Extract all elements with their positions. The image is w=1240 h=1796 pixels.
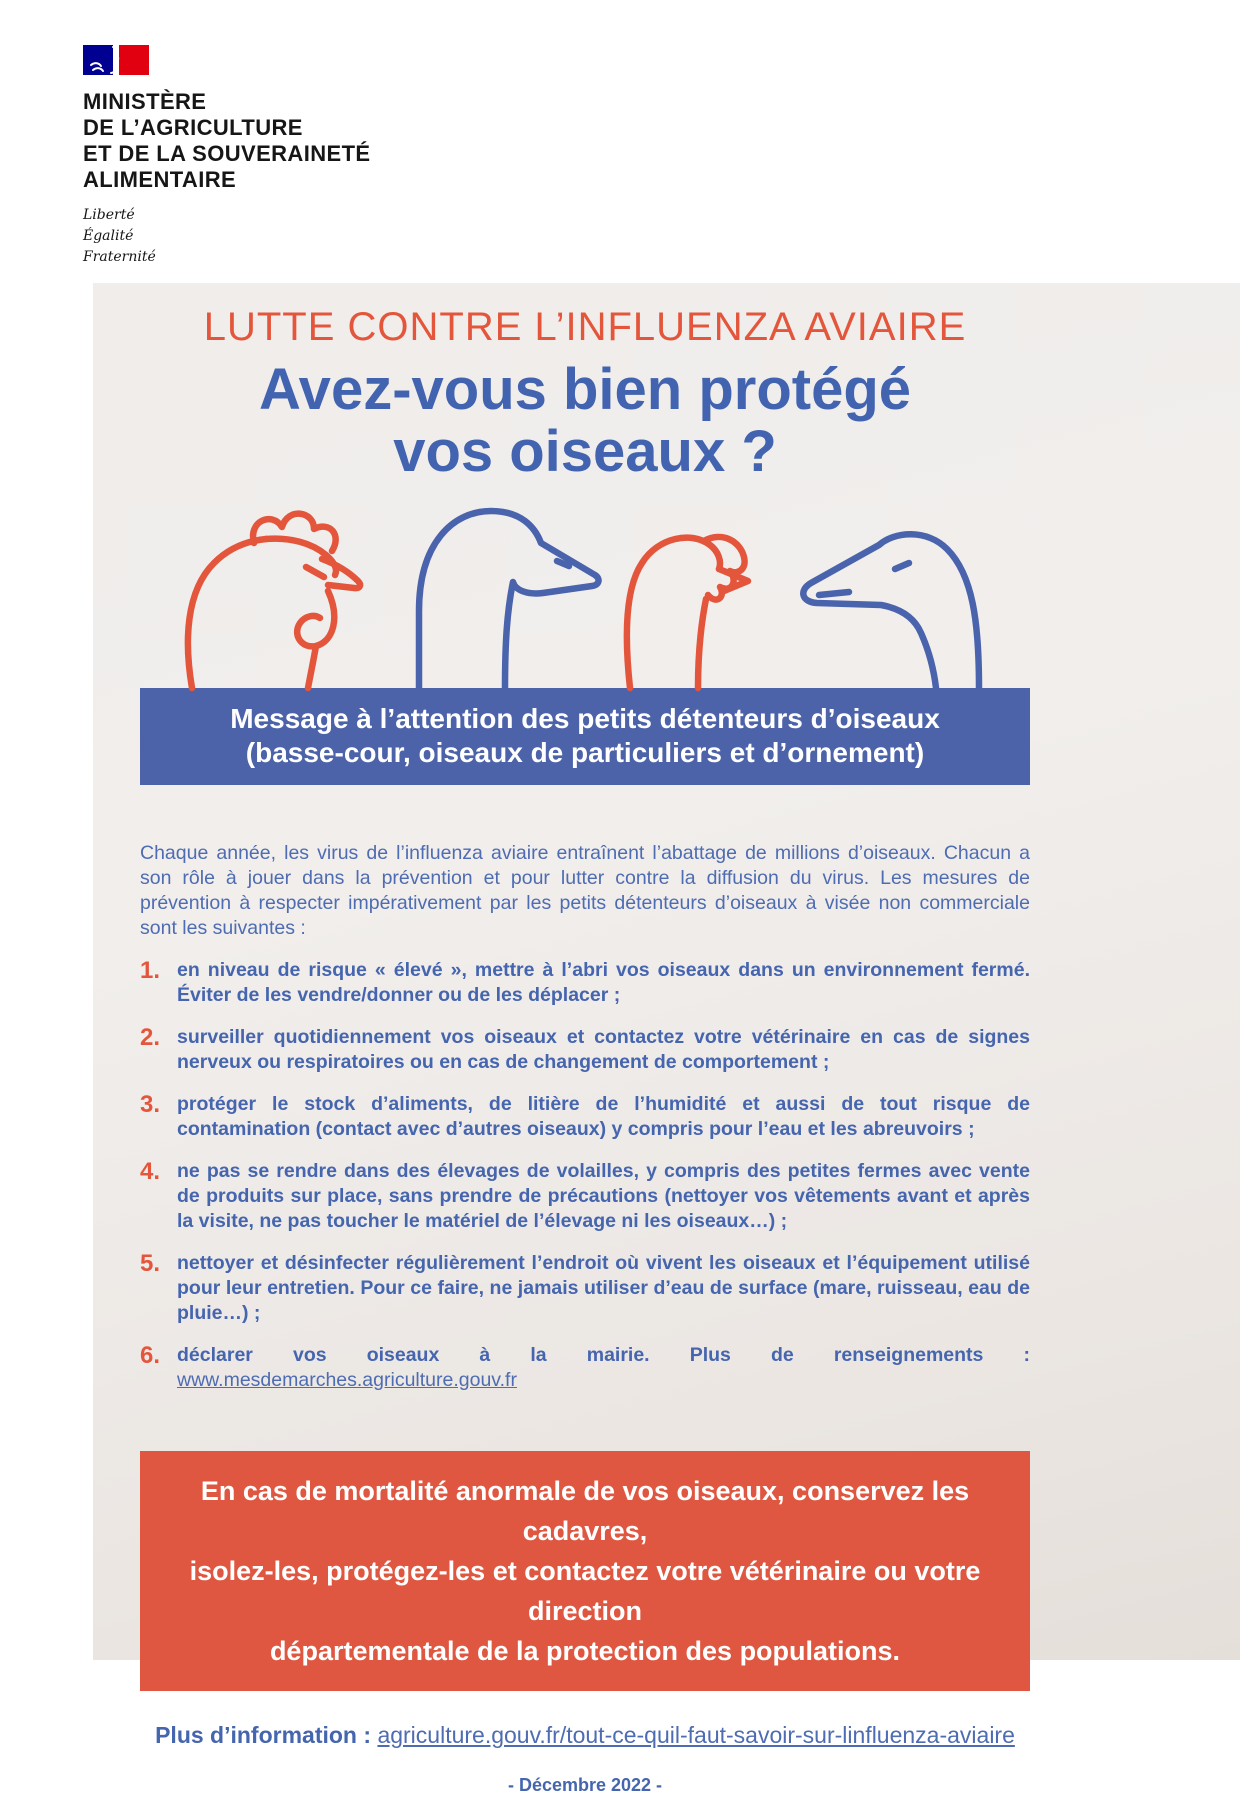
list-item-number: 6. <box>140 1342 161 1369</box>
republic-motto <box>83 205 371 268</box>
title-line-1: Avez-vous bien protégé <box>258 357 912 422</box>
list-item-text: surveiller quotidiennement vos oiseaux et contactez votre vétérinaire en cas de signes nerveux ou respiratoires ou en cas de changement de comportement ; <box>177 1026 1030 1073</box>
list-item <box>140 1092 1030 1142</box>
hen-icon <box>170 483 375 688</box>
list-item-text: en niveau de risque « élevé », mettre à l’abri vos oiseaux dans un environnement fermé. Éviter de les vendre/donner ou de les déplacer ; <box>177 959 1030 1006</box>
list-item <box>140 958 1030 1008</box>
list-item <box>140 1251 1030 1326</box>
list-item-text: nettoyer et désinfecter régulièrement l’endroit où vivent les oiseaux et l’équipement utilisé pour leur entretien. Pour ce faire, ne jamais utiliser d’eau de surface (mare, ruisseau, eau de pluie…) ; <box>177 1252 1030 1324</box>
list-item <box>140 1025 1030 1075</box>
more-info-line <box>140 1721 1030 1749</box>
goose-icon <box>375 483 600 688</box>
list-item-text-prefix: déclarer vos oiseaux à la mairie. Plus de renseignements : <box>177 1344 1030 1366</box>
list-item <box>140 1159 1030 1234</box>
audience-banner <box>140 688 1030 785</box>
poster-card <box>93 283 1240 1795</box>
more-info-label: Plus d’information : <box>155 1722 378 1748</box>
motto-line: Fraternité <box>83 249 156 265</box>
motto-line: Liberté <box>83 207 135 223</box>
list-item-number: 3. <box>140 1091 161 1118</box>
list-item-number: 2. <box>140 1024 161 1051</box>
french-flag-marianne-icon <box>83 45 149 75</box>
duck-icon <box>775 483 1000 688</box>
list-item-number: 1. <box>140 957 161 984</box>
surtitle: LUTTE CONTRE L’INFLUENZA AVIAIRE <box>203 305 967 349</box>
birds-illustration <box>140 483 1030 688</box>
ministry-line: ET DE LA SOUVERAINETÉ <box>83 141 371 166</box>
turkey-icon <box>600 483 775 688</box>
motto-line: Égalité <box>83 228 134 244</box>
list-item <box>140 1343 1030 1393</box>
audience-banner-line-1: Message à l’attention des petits détenteurs d’oiseaux <box>230 703 940 734</box>
poster-content <box>140 283 1030 1796</box>
page-title <box>140 359 1030 483</box>
mortality-alert-banner <box>140 1451 1030 1691</box>
alert-banner-line-3: départementale de la protection des populations. <box>269 1636 901 1666</box>
gov-header <box>83 45 371 268</box>
mesdemarches-link[interactable]: www.mesdemarches.agriculture.gouv.fr <box>177 1369 517 1391</box>
title-line-2: vos oiseaux ? <box>393 419 777 484</box>
list-item-text <box>177 1343 1030 1393</box>
list-item-number: 5. <box>140 1250 161 1277</box>
measures-list <box>140 958 1030 1393</box>
more-info-link[interactable]: agriculture.gouv.fr/tout-ce-quil-faut-savoir-sur-linfluenza-aviaire <box>377 1722 1015 1748</box>
list-item-text: protéger le stock d’aliments, de litière de l’humidité et aussi de tout risque de contamination (contact avec d’autres oiseaux) y compris pour l’eau et les abreuvoirs ; <box>177 1093 1030 1140</box>
intro-paragraph: Chaque année, les virus de l’influenza aviaire entraînent l’abattage de millions d’oiseaux. Chacun a son rôle à jouer dans la prévention et pour lutter contre la diffusion du virus. Les mesures de prévention à respecter impérativement par les petits détenteurs d’oiseaux à visée non commerciale sont les suivantes : <box>140 842 1030 939</box>
ministry-line: DE L’AGRICULTURE <box>83 115 303 140</box>
ministry-line: ALIMENTAIRE <box>83 167 237 192</box>
publication-date: - Décembre 2022 - <box>507 1775 663 1795</box>
list-item-text: ne pas se rendre dans des élevages de volailles, y compris des petites fermes avec vente de produits sur place, sans prendre de précautions (nettoyer vos vêtements avant et après la visite, ne pas toucher le matériel de l’élevage ni les oiseaux…) ; <box>177 1160 1030 1232</box>
ministry-line: MINISTÈRE <box>83 89 207 114</box>
alert-banner-line-1: En cas de mortalité anormale de vos oiseaux, conservez les cadavres, <box>200 1476 970 1546</box>
alert-banner-line-2: isolez-les, protégez-les et contactez votre vétérinaire ou votre direction <box>189 1556 981 1626</box>
audience-banner-line-2: (basse-cour, oiseaux de particuliers et d’ornement) <box>245 737 925 768</box>
list-item-number: 4. <box>140 1158 161 1185</box>
